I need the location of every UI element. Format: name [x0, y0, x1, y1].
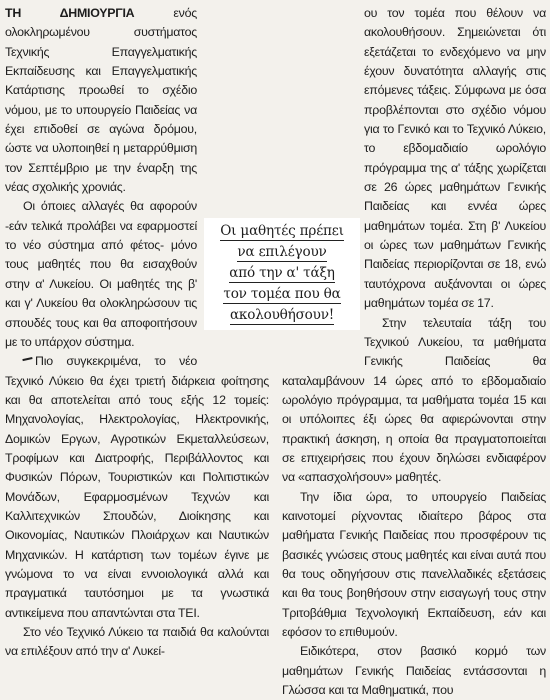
pullquote-line-3-text: από την α' τάξη — [229, 265, 335, 281]
pullquote-line-1-text: Οι μαθητές πρέπει — [220, 223, 344, 239]
pullquote-line-3 — [204, 263, 360, 284]
ink-mark-icon — [22, 357, 33, 366]
article-paragraph-6: Στην τελευταία τάξη του Τεχνικού Λυκείου, τα μαθήματα Γενικής Παιδείας θα καταλαμβάνουν 14 ώρες από το εβδομαδιαίο ωρολόγιο πρόγραμμα, τα μαθήματα τομέα 15 και οι υπόλοιπες έξι ώρες θα αφιερώνονται στην πρακτική άσκηση, η οποία θα πραγματοποιείται σε επιχειρήσεις που έχουν δηλώσει ενδιαφέρον να «απασχολήσουν» μαθητές. — [282, 315, 546, 485]
article-paragraph-1-text: ενός ολοκληρωμένου συστήματος Τεχνικής Επαγγελματικής Εκπαίδευσης και Επαγγελματικής Κατάρτισης προωθεί το σχέδιο νόμου, με το υπουργείο Παιδείας να έχει επιδοθεί σε αγώνα δρόμου, ώστε να υλοποιηθεί η μεταρρύθμιση τον Σεπτέμβριο με την έναρξη της νέας σχολικής χρονιάς. — [5, 6, 197, 195]
article-paragraph-3-text: Πιο συγκεκριμένα, το νέο Τεχνικό Λύκειο θα έχει τριετή διάρκεια φοίτησης και θα αποτελείται από τους εξής 12 τομείς: Μηχανολογίας, Ηλεκτρολογίας, Ηλεκτρονικής, Δομικών Εργων, Αγροτικών Εκμεταλλεύσεων, Τροφίμων και Διατροφής, Περιβάλλοντος και Φυσικών Πόρων, Τουριστικών και Πολιτιστικών Μονάδων, Εφαρμοσμένων Τεχνών και Καλλιτεχνικών Σπουδών, Διοίκησης και Οικονομίας, Ναυτικών Πλοιάρχων και Ναυτικών Μηχανικών. Η κατάρτιση των τομέων έγινε με γνώμονα το να είναι εννοιολογικά αλλά και πραγματικά ταυτόσημοι με τα γνωστικά αντικείμενα που απαντώνται στα ΤΕΙ. — [5, 354, 269, 620]
article-column-left — [5, 4, 269, 662]
pullquote-line-5 — [204, 305, 360, 326]
article-column-right — [282, 4, 546, 700]
pullquote-line-2 — [204, 242, 360, 263]
article-paragraph-3 — [5, 352, 269, 623]
pullquote-line-2-text: να επιλέγουν — [237, 244, 327, 260]
article-paragraph-5: ου τον τομέα που θέλουν να ακολουθήσουν. Σημειώνεται ότι εξετάζεται το ενδεχόμενο να μην έχουν δυνατότητα αλλαγής στις επόμενες τάξεις. Σύμφωνα με όσα προβλέπονται στο σχέδιο νόμου για το Γενικό και το Τεχνικό Λύκειο, το εβδομαδιαίο ωρολόγιο πρόγραμμα της α' τάξης χωρίζεται σε 26 ώρες μαθημάτων Γενικής Παιδείας και εννέα ώρες μαθημάτων τομέα. Στη β' Λυκείου οι ώρες των μαθημάτων Γενικής Παιδείας περιορίζονται σε 18, ενώ ταυτόχρονα αυξάνονται οι ώρες μαθημάτων τομέα σε 17. — [364, 6, 546, 311]
pullquote-line-4-text: τον τομέα που θα — [223, 286, 341, 302]
pullquote-line-4 — [204, 284, 360, 305]
article-paragraph-7: Την ίδια ώρα, το υπουργείο Παιδείας καινοτομεί ρίχνοντας ιδιαίτερο βάρος στα μαθήματα Γενικής Παιδείας που προσφέρουν τις βασικές γνώσεις στους μαθητές και είναι αυτά που θα τους οδηγήσουν στις πανελλαδικές εξετάσεις και θα τους βοηθήσουν στην εισαγωγή τους στην Τριτοβάθμια Τεχνολογική Εκπαίδευση, εάν και εφόσον το επιθυμούν. — [282, 489, 546, 639]
pullquote — [204, 218, 360, 330]
article-paragraph-8: Ειδικότερα, στον βασικό κορμό των μαθημάτων Γενικής Παιδείας εντάσσονται η Γλώσσα και τα Μαθηματικά, που — [282, 644, 546, 698]
pullquote-line-1 — [204, 221, 360, 242]
article-paragraph-4: Στο νέο Τεχνικό Λύκειο τα παιδιά θα καλούνται να επιλέξουν από την α' Λυκεί- — [5, 625, 269, 659]
article-lead-word: ΤΗ ΔΗΜΙΟΥΡΓΙΑ — [5, 6, 135, 20]
article-paragraph-2: Οι όποιες αλλαγές θα αφορούν -εάν τελικά προλάβει να εφαρμοστεί το νέο σύστημα από φέτος- μόνο τους μαθητές που θα εισαχθούν στην α' Λυκείου. Οι μαθητές της β' και γ' Λυκείου θα ολοκληρώσουν τις σπουδές τους και θα αποφοιτήσουν με το υπάρχον σύστημα. — [5, 199, 197, 349]
article-paragraph-1 — [5, 4, 269, 197]
pullquote-line-5-text: ακολουθήσουν! — [229, 307, 335, 323]
